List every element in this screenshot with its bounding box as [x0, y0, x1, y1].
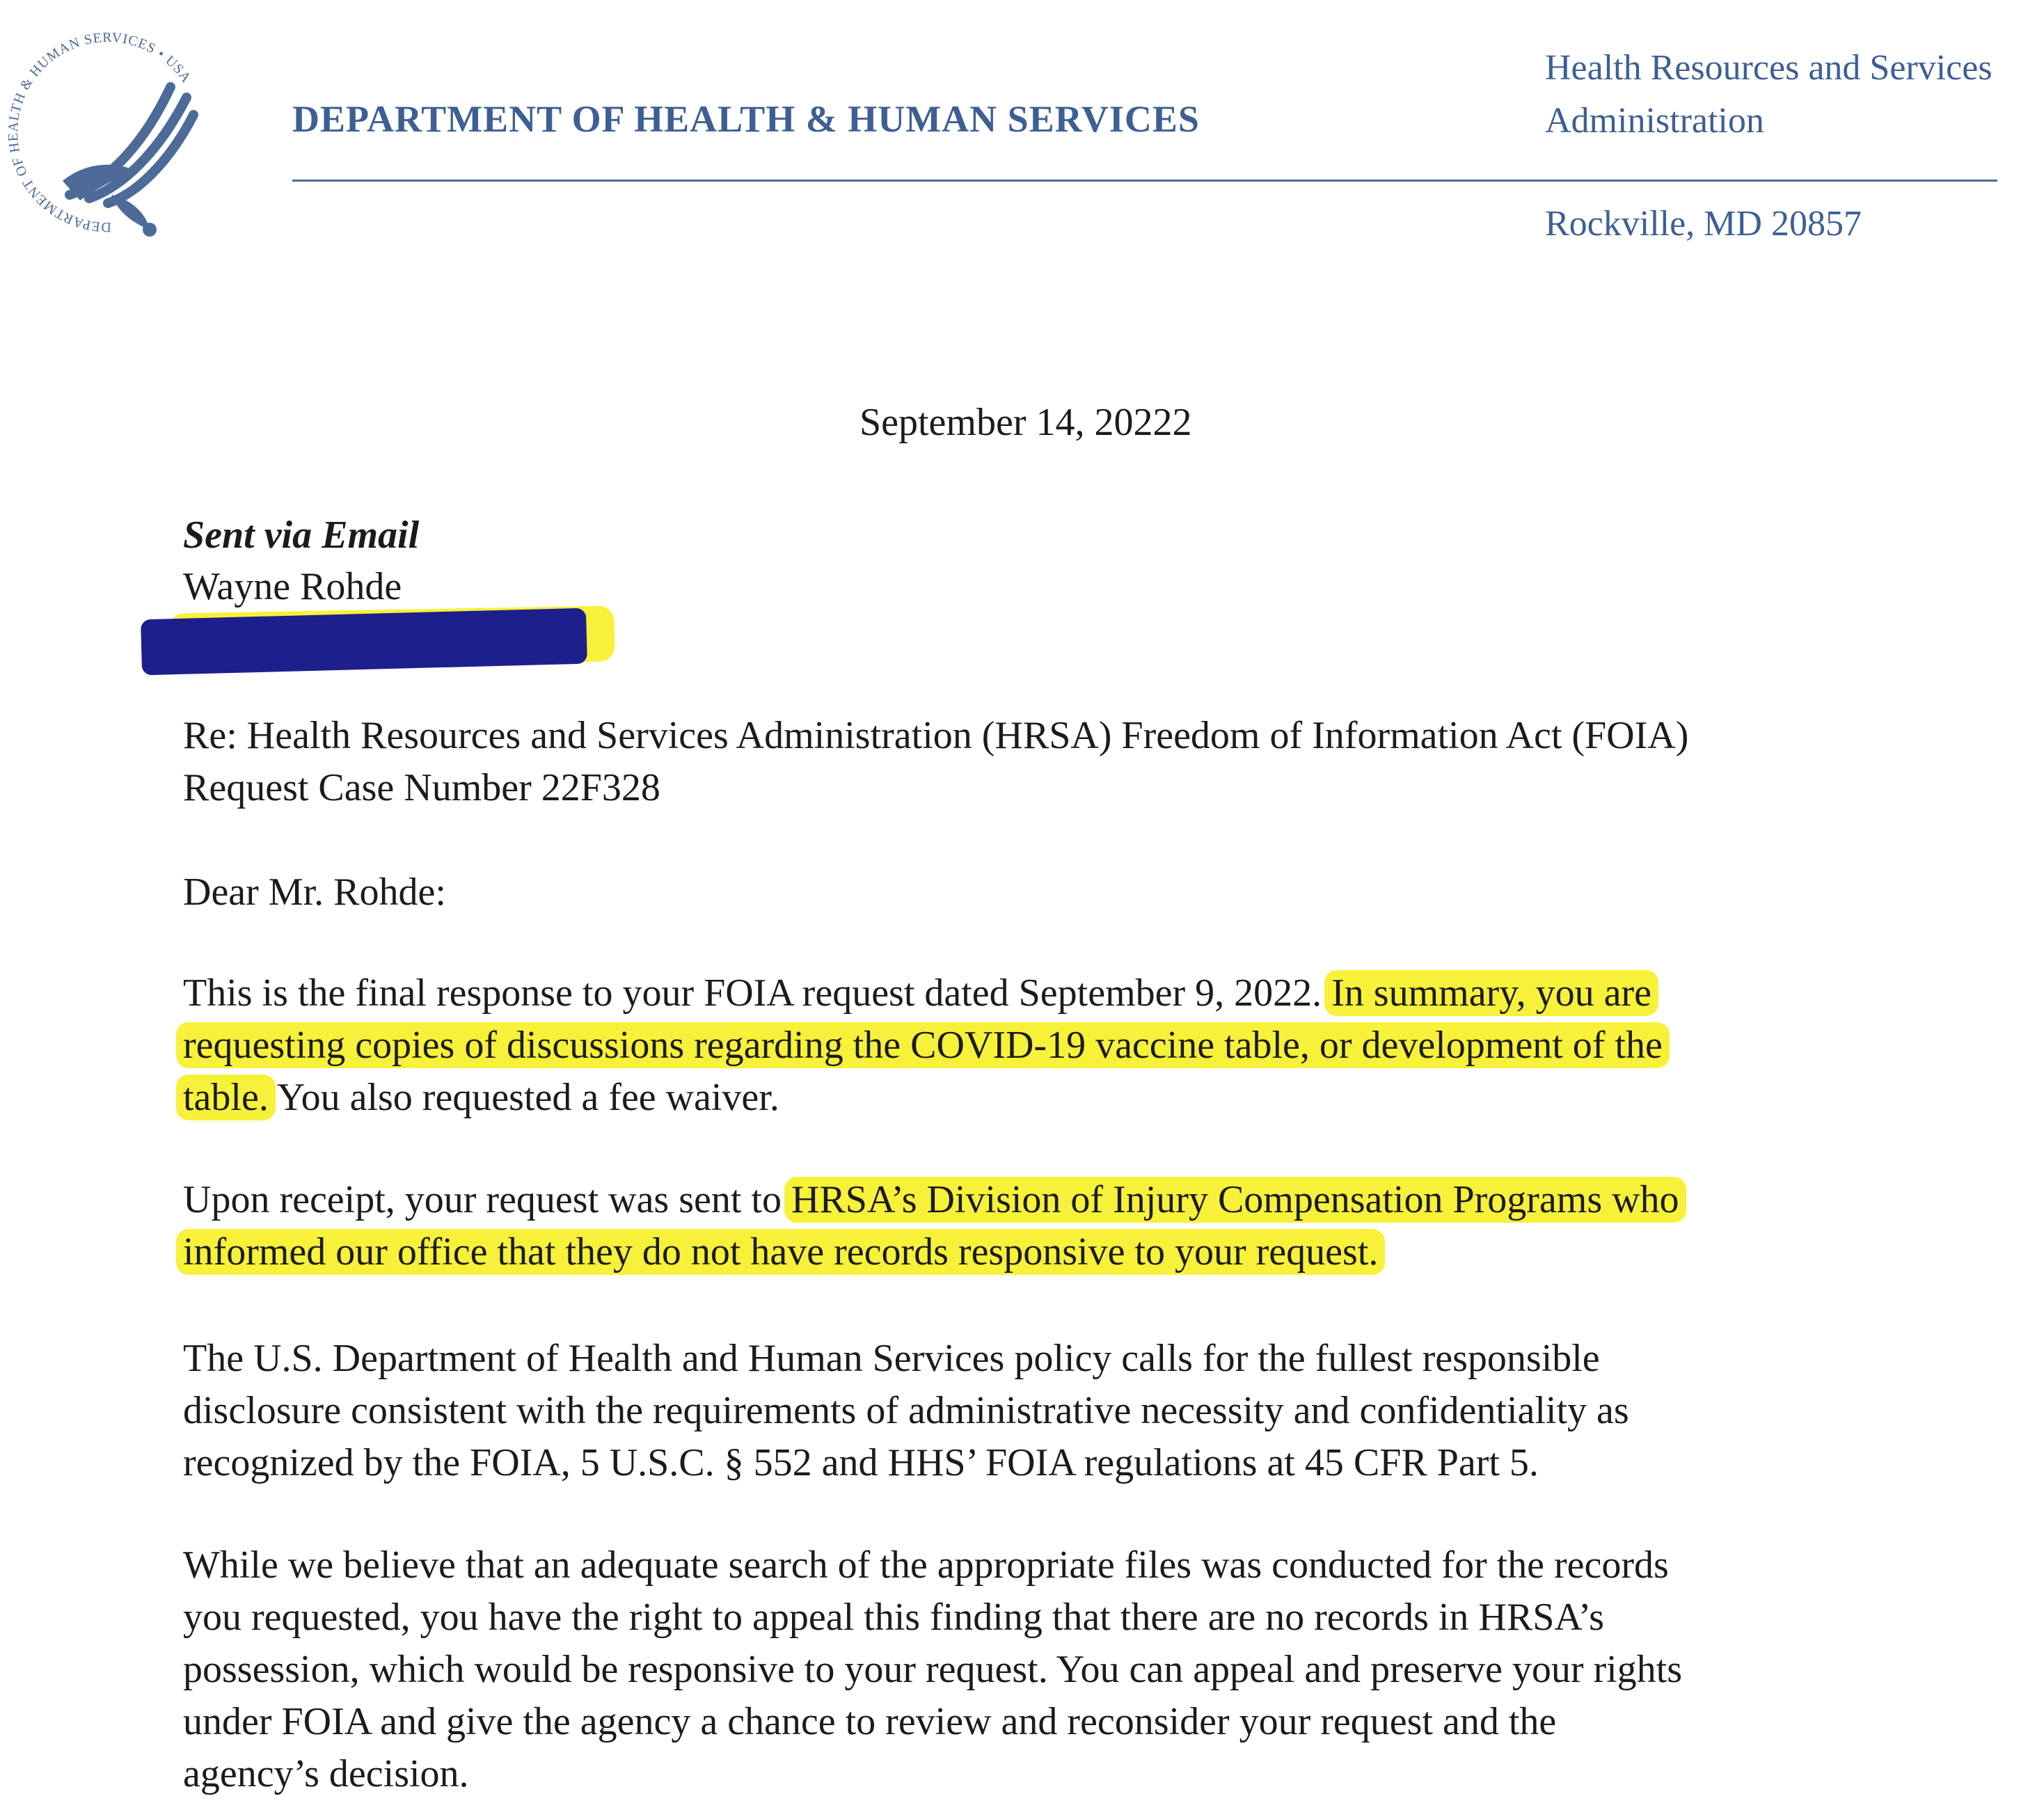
agency-name-line2: Administration: [1545, 101, 1764, 141]
agency-name-line1: Health Resources and Services: [1545, 48, 1992, 88]
agency-name: [1545, 42, 1992, 148]
redacted-email: [183, 618, 580, 664]
paragraph-appeal: [183, 1539, 2006, 1800]
highlighted-text: requesting copies of discussions regarding the COVID-19 vaccine table, or development of the: [176, 1022, 1670, 1068]
paragraph-line: [183, 1072, 2006, 1124]
paragraph-policy: [183, 1333, 2006, 1489]
paragraph-line: recognized by the FOIA, 5 U.S.C. § 552 and HHS’ FOIA regulations at 45 CFR Part 5.: [183, 1441, 1539, 1484]
highlighted-text: In summary, you are: [1324, 970, 1658, 1016]
seal-ring-text: DEPARTMENT OF HEALTH & HUMAN SERVICES • USA: [7, 30, 194, 235]
agency-city: Rockville, MD 20857: [1545, 204, 1862, 244]
subject-line-2: Request Case Number 22F328: [183, 766, 660, 809]
salutation: Dear Mr. Rohde:: [183, 871, 446, 914]
recipient-name: Wayne Rohde: [183, 565, 402, 608]
paragraph-final-response: [183, 967, 2006, 1124]
letter-date: September 14, 20222: [859, 401, 1192, 444]
redaction-bar: [141, 608, 587, 676]
paragraph-line: [183, 1174, 2006, 1226]
paragraph-line: [183, 1226, 2006, 1278]
paragraph-line: under FOIA and give the agency a chance to review and reconsider your request and the: [183, 1700, 1557, 1743]
highlighted-text: informed our office that they do not have records responsive to your request.: [176, 1229, 1385, 1275]
text-run: You also requested a fee waiver.: [276, 1076, 779, 1119]
recipient-block: [183, 509, 580, 664]
highlighted-text: HRSA’s Division of Injury Compensation Programs who: [784, 1177, 1686, 1223]
text-run: Upon receipt, your request was sent to: [183, 1178, 782, 1221]
paragraph-line: you requested, you have the right to appeal this finding that there are no records in HRSA’s: [183, 1596, 1604, 1639]
paragraph-line: [183, 1019, 2006, 1072]
paragraph-line: While we believe that an adequate search of the appropriate files was conducted for the records: [183, 1544, 1669, 1587]
paragraph-line: possession, which would be responsive to your request. You can appeal and preserve your rights: [183, 1648, 1683, 1691]
highlighted-text: table.: [176, 1074, 276, 1120]
paragraph-receipt: [183, 1174, 2006, 1278]
text-run: This is the final response to your FOIA request dated September 9, 2022.: [183, 971, 1322, 1015]
paragraph-line: agency’s decision.: [183, 1752, 469, 1795]
department-title: DEPARTMENT OF HEALTH & HUMAN SERVICES: [292, 98, 1200, 140]
hhs-eagle-seal-icon: [7, 21, 216, 244]
subject-line-1: Re: Health Resources and Services Administration (HRSA) Freedom of Information Act (FOIA): [183, 714, 1689, 757]
subject-line: [183, 710, 2006, 814]
paragraph-line: [183, 967, 2006, 1019]
paragraph-line: disclosure consistent with the requirements of administrative necessity and confidentiality as: [183, 1389, 1629, 1432]
paragraph-line: The U.S. Department of Health and Human Services policy calls for the fullest responsible: [183, 1337, 1600, 1380]
letterhead-divider: [292, 180, 1997, 182]
sent-via-label: Sent via Email: [183, 514, 420, 557]
